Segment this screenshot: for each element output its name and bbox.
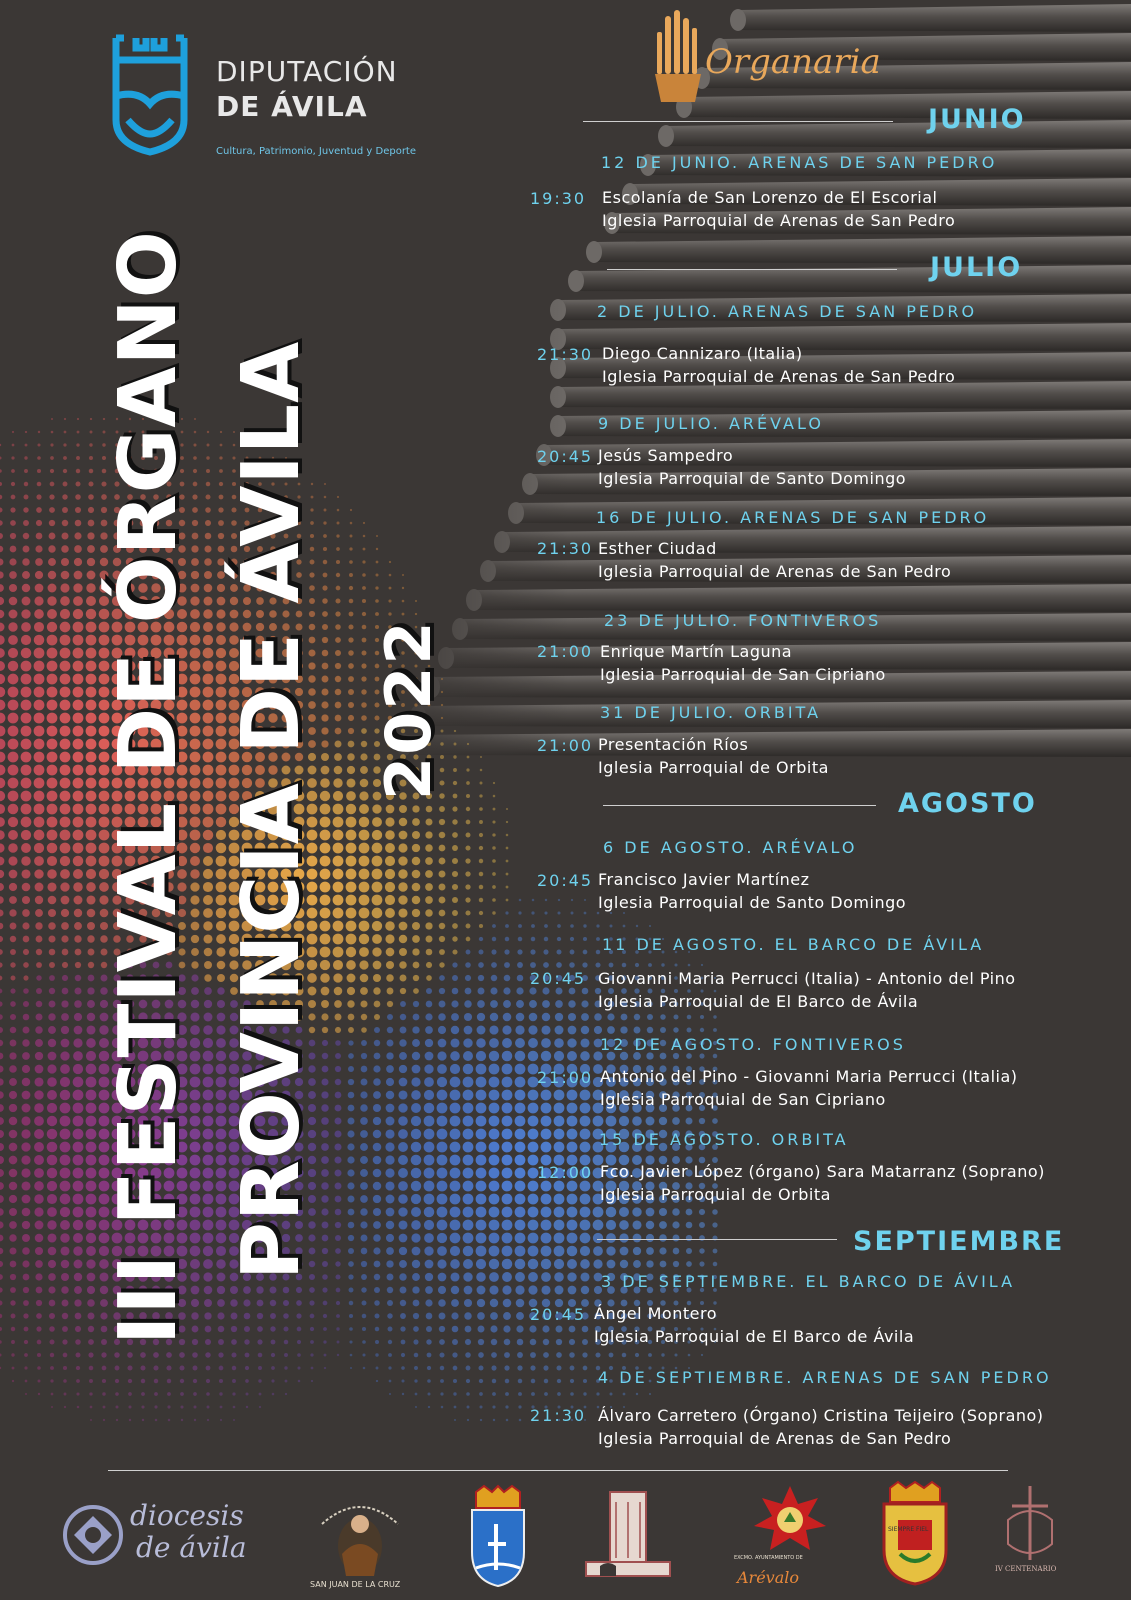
event-date: 2 DE JULIO. ARENAS DE SAN PEDRO xyxy=(597,302,978,321)
event-date: 9 DE JULIO. ARÉVALO xyxy=(598,414,824,433)
event-date: 16 DE JULIO. ARENAS DE SAN PEDRO xyxy=(596,508,990,527)
month-junio: JUNIO xyxy=(928,104,1026,135)
event-venue: Iglesia Parroquial de Arenas de San Pedro xyxy=(598,1429,952,1448)
event-date: 3 DE SEPTIEMBRE. EL BARCO DE ÁVILA xyxy=(601,1272,1016,1291)
event-performer: Diego Cannizaro (Italia) xyxy=(602,344,803,363)
iv-centenario-emblem-icon xyxy=(1002,1484,1058,1562)
fontiveros-coat-of-arms-icon xyxy=(880,1480,950,1586)
event-venue: Iglesia Parroquial de Arenas de San Pedro xyxy=(598,562,952,581)
event-performer: Antonio del Pino - Giovanni Maria Perrucci (Italia) xyxy=(600,1067,1018,1086)
event-venue: Iglesia Parroquial de El Barco de Ávila xyxy=(594,1327,915,1346)
org-name-line1: DIPUTACIÓN xyxy=(216,55,398,88)
festival-title: III FESTIVAL DE ÓRGANO xyxy=(102,230,194,1345)
church-tower-drawing-icon xyxy=(580,1488,676,1578)
month-agosto: AGOSTO xyxy=(898,788,1037,819)
org-subtitle: Cultura, Patrimonio, Juventud y Deporte xyxy=(216,146,417,157)
event-venue: Iglesia Parroquial de San Cipriano xyxy=(600,665,886,684)
diputacion-castle-icon xyxy=(110,34,190,156)
diocesis-line2: de ávila xyxy=(136,1531,247,1564)
divider xyxy=(607,269,897,270)
series-logo-text: Organaria xyxy=(705,42,881,82)
diocesis-line1: diocesis xyxy=(130,1499,244,1532)
year-title: 2022 xyxy=(372,619,445,800)
event-performer: Fco. Javier López (órgano) Sara Matarranz (Soprano) xyxy=(600,1162,1045,1181)
event-venue: Iglesia Parroquial de Orbita xyxy=(598,758,829,777)
event-date: 11 DE AGOSTO. EL BARCO DE ÁVILA xyxy=(602,935,985,954)
event-time: 21:00 xyxy=(537,642,594,661)
event-date: 15 DE AGOSTO. ORBITA xyxy=(599,1130,849,1149)
san-juan-de-la-cruz-emblem-icon xyxy=(312,1494,408,1578)
municipal-coat-of-arms-icon xyxy=(466,1484,530,1588)
month-septiembre: SEPTIEMBRE xyxy=(853,1226,1065,1257)
event-performer: Escolanía de San Lorenzo de El Escorial xyxy=(602,188,938,207)
event-venue: Iglesia Parroquial de Arenas de San Pedro xyxy=(602,367,956,386)
event-venue: Iglesia Parroquial de Santo Domingo xyxy=(598,469,907,488)
event-time: 21:00 xyxy=(537,736,594,755)
event-time: 20:45 xyxy=(537,871,594,890)
event-time: 21:00 xyxy=(537,1068,594,1087)
arevalo-emblem-icon xyxy=(752,1484,828,1554)
event-date: 31 DE JULIO. ORBITA xyxy=(600,703,822,722)
month-julio: JULIO xyxy=(930,252,1023,283)
event-performer: Álvaro Carretero (Órgano) Cristina Teijeiro (Soprano) xyxy=(598,1406,1044,1425)
event-time: 12:00 xyxy=(537,1163,594,1182)
san-juan-caption: SAN JUAN DE LA CRUZ xyxy=(310,1580,401,1589)
event-venue: Iglesia Parroquial de Arenas de San Pedro xyxy=(602,211,956,230)
arevalo-logo-text: Arévalo xyxy=(737,1568,799,1587)
centenario-caption: IV CENTENARIO xyxy=(995,1565,1057,1573)
divider xyxy=(583,121,893,122)
event-performer: Presentación Ríos xyxy=(598,735,749,754)
province-title: PROVINCIA DE ÁVILA xyxy=(225,340,317,1280)
arevalo-caption: EXCMO. AYUNTAMIENTO DE xyxy=(734,1555,803,1561)
event-performer: Enrique Martín Laguna xyxy=(600,642,793,661)
diocesis-logo-text xyxy=(130,1500,247,1564)
event-time: 20:45 xyxy=(530,969,587,988)
event-venue: Iglesia Parroquial de San Cipriano xyxy=(600,1090,886,1109)
divider xyxy=(597,1239,837,1240)
event-time: 20:45 xyxy=(537,447,594,466)
event-performer: Esther Ciudad xyxy=(598,539,717,558)
event-performer: Francisco Javier Martínez xyxy=(598,870,810,889)
org-name-line2: DE ÁVILA xyxy=(216,90,368,123)
event-time: 20:45 xyxy=(530,1305,587,1324)
event-time: 21:30 xyxy=(530,1406,587,1425)
footer-divider xyxy=(108,1470,1008,1471)
event-venue: Iglesia Parroquial de El Barco de Ávila xyxy=(598,992,919,1011)
organ-pipes-icon xyxy=(655,10,701,102)
diocesis-emblem-icon xyxy=(62,1504,124,1566)
siempre-fiel-caption: SIEMPRE FIEL xyxy=(888,1526,929,1533)
event-date: 12 DE AGOSTO. FONTIVEROS xyxy=(600,1035,906,1054)
event-date: 4 DE SEPTIEMBRE. ARENAS DE SAN PEDRO xyxy=(598,1368,1052,1387)
event-time: 21:30 xyxy=(537,345,594,364)
event-date: 12 DE JUNIO. ARENAS DE SAN PEDRO xyxy=(601,153,998,172)
divider xyxy=(603,805,876,806)
event-performer: Jesús Sampedro xyxy=(598,446,734,465)
event-time: 21:30 xyxy=(537,539,594,558)
event-venue: Iglesia Parroquial de Orbita xyxy=(600,1185,831,1204)
event-date: 23 DE JULIO. FONTIVEROS xyxy=(604,611,882,630)
event-performer: Ángel Montero xyxy=(594,1304,717,1323)
event-date: 6 DE AGOSTO. ARÉVALO xyxy=(603,838,858,857)
event-performer: Giovanni Maria Perrucci (Italia) - Antonio del Pino xyxy=(598,969,1016,988)
event-time: 19:30 xyxy=(530,189,587,208)
event-venue: Iglesia Parroquial de Santo Domingo xyxy=(598,893,907,912)
